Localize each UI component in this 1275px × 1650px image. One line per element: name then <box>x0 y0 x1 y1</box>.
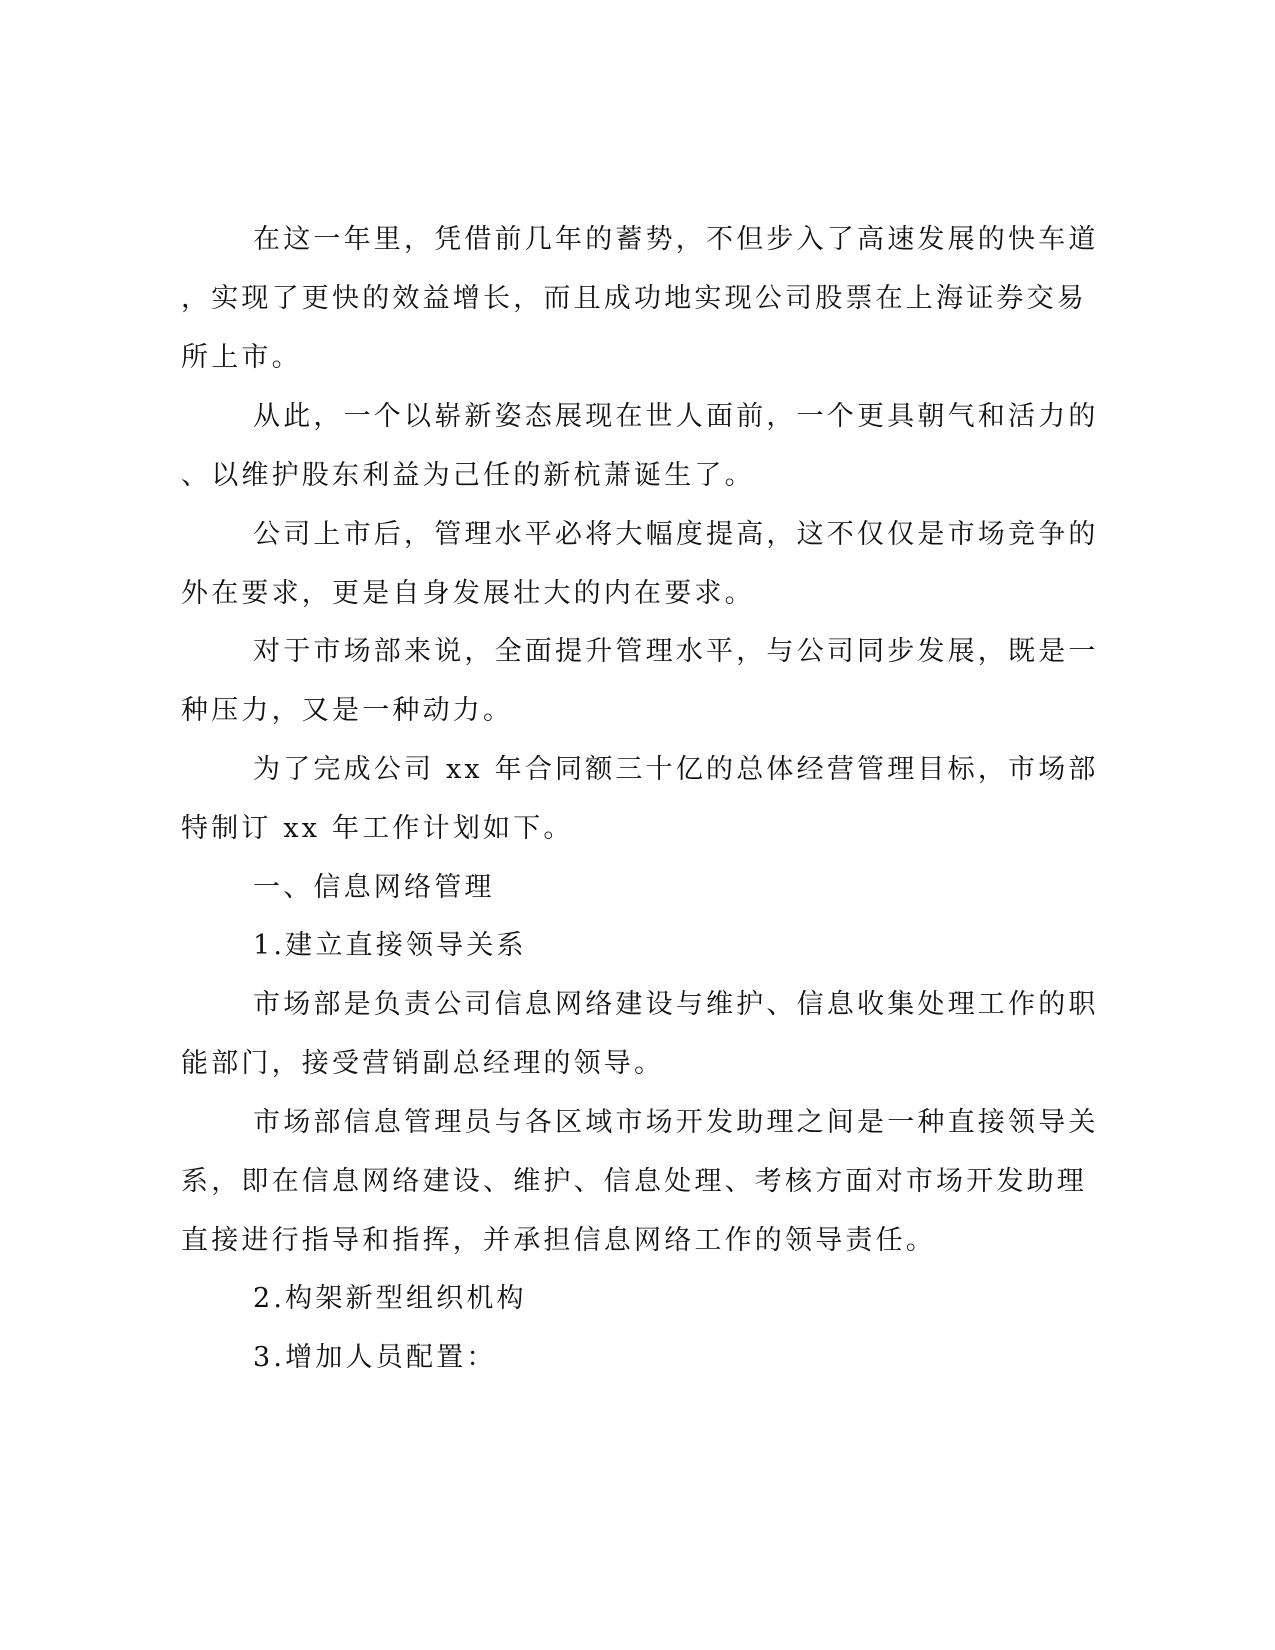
text-line: 市场部是负责公司信息网络建设与维护、信息收集处理工作的职 <box>253 989 1099 1020</box>
text-line: 系，即在信息网络建设、维护、信息处理、考核方面对市场开发助理 <box>181 1166 1087 1197</box>
text-line: 、以维护股东利益为己任的新杭萧诞生了。 <box>181 460 755 491</box>
text-line: 能部门，接受营销副总经理的领导。 <box>181 1048 665 1079</box>
text-line: 所上市。 <box>181 342 302 373</box>
text-line: ，实现了更快的效益增长，而且成功地实现公司股票在上海证券交易 <box>181 283 1087 314</box>
text-line: 从此，一个以崭新姿态展现在世人面前，一个更具朝气和活力的 <box>253 401 1099 432</box>
text-line: 对于市场部来说，全面提升管理水平，与公司同步发展，既是一 <box>253 636 1099 667</box>
text-line: 特制订 xx 年工作计划如下。 <box>181 813 574 844</box>
text-line: 公司上市后，管理水平必将大幅度提高，这不仅仅是市场竞争的 <box>253 519 1099 550</box>
text-line: 种压力，又是一种动力。 <box>181 695 514 726</box>
text-line: 市场部信息管理员与各区域市场开发助理之间是一种直接领导关 <box>253 1107 1099 1138</box>
text-line: 外在要求，更是自身发展壮大的内在要求。 <box>181 578 755 609</box>
subsection-heading: 2.构架新型组织机构 <box>253 1283 527 1314</box>
text-line: 在这一年里，凭借前几年的蓄势，不但步入了高速发展的快车道 <box>253 224 1099 255</box>
subsection-heading: 1.建立直接领导关系 <box>253 930 527 961</box>
text-line: 直接进行指导和指挥，并承担信息网络工作的领导责任。 <box>181 1225 936 1256</box>
text-line: 为了完成公司 xx 年合同额三十亿的总体经营管理目标，市场部 <box>253 754 1099 785</box>
subsection-heading: 3.增加人员配置： <box>253 1342 497 1373</box>
section-heading: 一、信息网络管理 <box>253 872 495 903</box>
